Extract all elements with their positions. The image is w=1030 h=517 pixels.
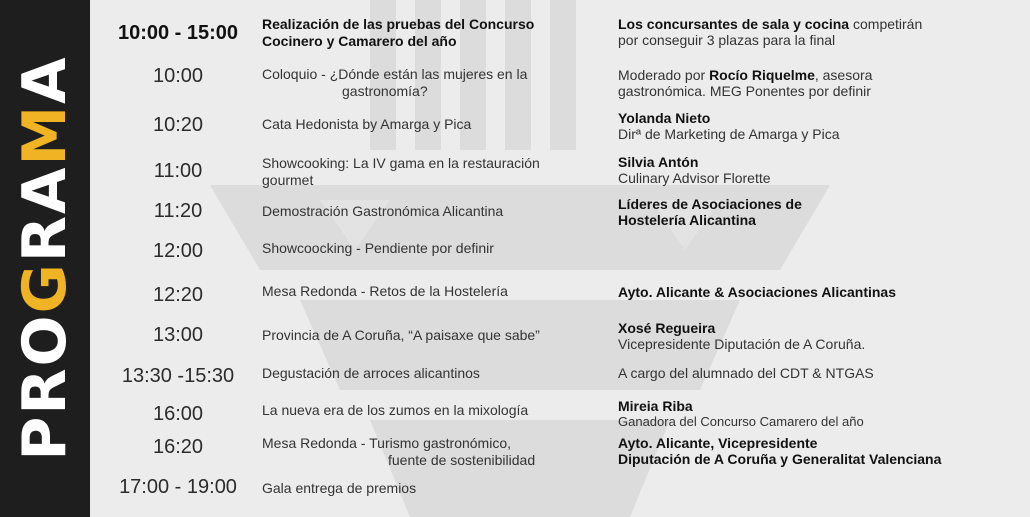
event-line: La nueva era de los zumos en la mixología: [262, 402, 529, 418]
event-title: [262, 480, 607, 497]
event-title: [262, 365, 607, 382]
title-part-ra: RA: [10, 165, 80, 263]
speaker-info: [618, 154, 1023, 186]
event-line: Mesa Redonda - Retos de la Hostelería: [262, 283, 508, 299]
time-slot: 16:20: [152, 436, 204, 458]
event-line: Mesa Redonda - Turismo gastronómico,: [262, 435, 511, 451]
event-line: Showcoocking - Pendiente por definir: [262, 240, 494, 256]
speaker-name: Rocío Riquelme: [709, 67, 815, 83]
time-slot: 13:30 -15:30: [121, 365, 235, 387]
event-line: Cata Hedonista by Amarga y Pica: [262, 116, 472, 132]
speaker-role: por conseguir 3 plazas para la final: [618, 32, 836, 48]
event-line: Showcooking: La IV gama en la restauración: [262, 155, 540, 171]
time-slot: 17:00 - 19:00: [119, 476, 237, 498]
event-line: Gala entrega de premios: [262, 480, 417, 496]
time-slot: 11:20: [153, 200, 203, 222]
speaker-info: [618, 398, 1023, 430]
event-line: Coloquio - ¿Dónde están las mujeres en la: [262, 66, 528, 82]
event-line: Provincia de A Coruña, “A paisaxe que sabe”: [262, 327, 540, 343]
event-title: [262, 155, 607, 189]
speaker-name: Yolanda Nieto: [618, 110, 711, 126]
event-line: Cocinero y Camarero del año: [262, 33, 457, 49]
event-title: [262, 240, 607, 257]
speaker-role: Ganadora del Concurso Camarero del año: [618, 414, 864, 429]
title-part-g: G: [10, 262, 80, 314]
event-title: [262, 435, 607, 469]
speaker-name: Ayto. Alicante & Asociaciones Alicantinas: [618, 284, 897, 300]
speaker-info: [618, 365, 1023, 381]
event-line: gourmet: [262, 172, 314, 188]
speaker-name: Diputación de A Coruña y Generalitat Valenciana: [618, 451, 942, 467]
title-part-pro: PRO: [10, 313, 80, 461]
speaker-info: [618, 67, 1023, 99]
speaker-name: Líderes de Asociaciones de: [618, 196, 802, 212]
speaker-text: A cargo del alumnado del CDT & NTGAS: [618, 365, 874, 381]
schedule-panel: [90, 0, 1030, 517]
programa-title: [10, 55, 80, 461]
event-line: Demostración Gastronómica Alicantina: [262, 203, 504, 219]
event-title: [262, 16, 607, 50]
event-title: [262, 327, 607, 344]
time-slot: 12:20: [152, 284, 204, 306]
time-slot: 11:00: [153, 160, 203, 182]
speaker-name: Silvia Antón: [618, 154, 699, 170]
title-part-m: M: [10, 103, 80, 166]
event-line: Realización de las pruebas del Concurso: [262, 16, 535, 32]
title-part-a: A: [10, 55, 80, 104]
time-slot: 13:00: [152, 324, 204, 346]
event-line: gastronomía?: [342, 83, 428, 99]
speaker-role: Dirª de Marketing de Amarga y Pica: [618, 126, 840, 142]
speaker-role: gastronómica. MEG Ponentes por definir: [618, 83, 871, 99]
time-slot: 10:00: [152, 65, 204, 87]
speaker-name: Mireia Riba: [618, 398, 693, 414]
speaker-text: , asesora: [814, 67, 873, 83]
speaker-info: [618, 435, 1023, 467]
speaker-name: Los concursantes de sala y cocina: [618, 16, 850, 32]
event-title: [262, 116, 607, 133]
speaker-text: competirán: [849, 16, 923, 32]
speaker-role: Vicepresidente Diputación de A Coruña.: [618, 336, 866, 352]
event-line: fuente de sostenibilidad: [388, 452, 536, 468]
speaker-name: Xosé Regueira: [618, 320, 716, 336]
time-slot: 16:00: [152, 403, 204, 425]
event-title: [262, 66, 607, 100]
speaker-role: Culinary Advisor Florette: [618, 170, 771, 186]
event-title: [262, 402, 607, 419]
speaker-name: Ayto. Alicante, Vicepresidente: [618, 435, 818, 451]
event-line: Degustación de arroces alicantinos: [262, 365, 480, 381]
time-slot: 10:00 - 15:00: [117, 22, 239, 44]
event-title: [262, 283, 607, 300]
speaker-text: Moderado por: [618, 67, 710, 83]
speaker-info: [618, 16, 1023, 48]
speaker-info: [618, 196, 1023, 228]
time-slot: 12:00: [152, 240, 204, 262]
speaker-name: Hostelería Alicantina: [618, 212, 756, 228]
event-title: [262, 203, 607, 220]
speaker-info: [618, 284, 1023, 300]
speaker-info: [618, 320, 1023, 352]
time-slot: 10:20: [152, 114, 204, 136]
speaker-info: [618, 110, 1023, 142]
sidebar: [0, 0, 90, 517]
